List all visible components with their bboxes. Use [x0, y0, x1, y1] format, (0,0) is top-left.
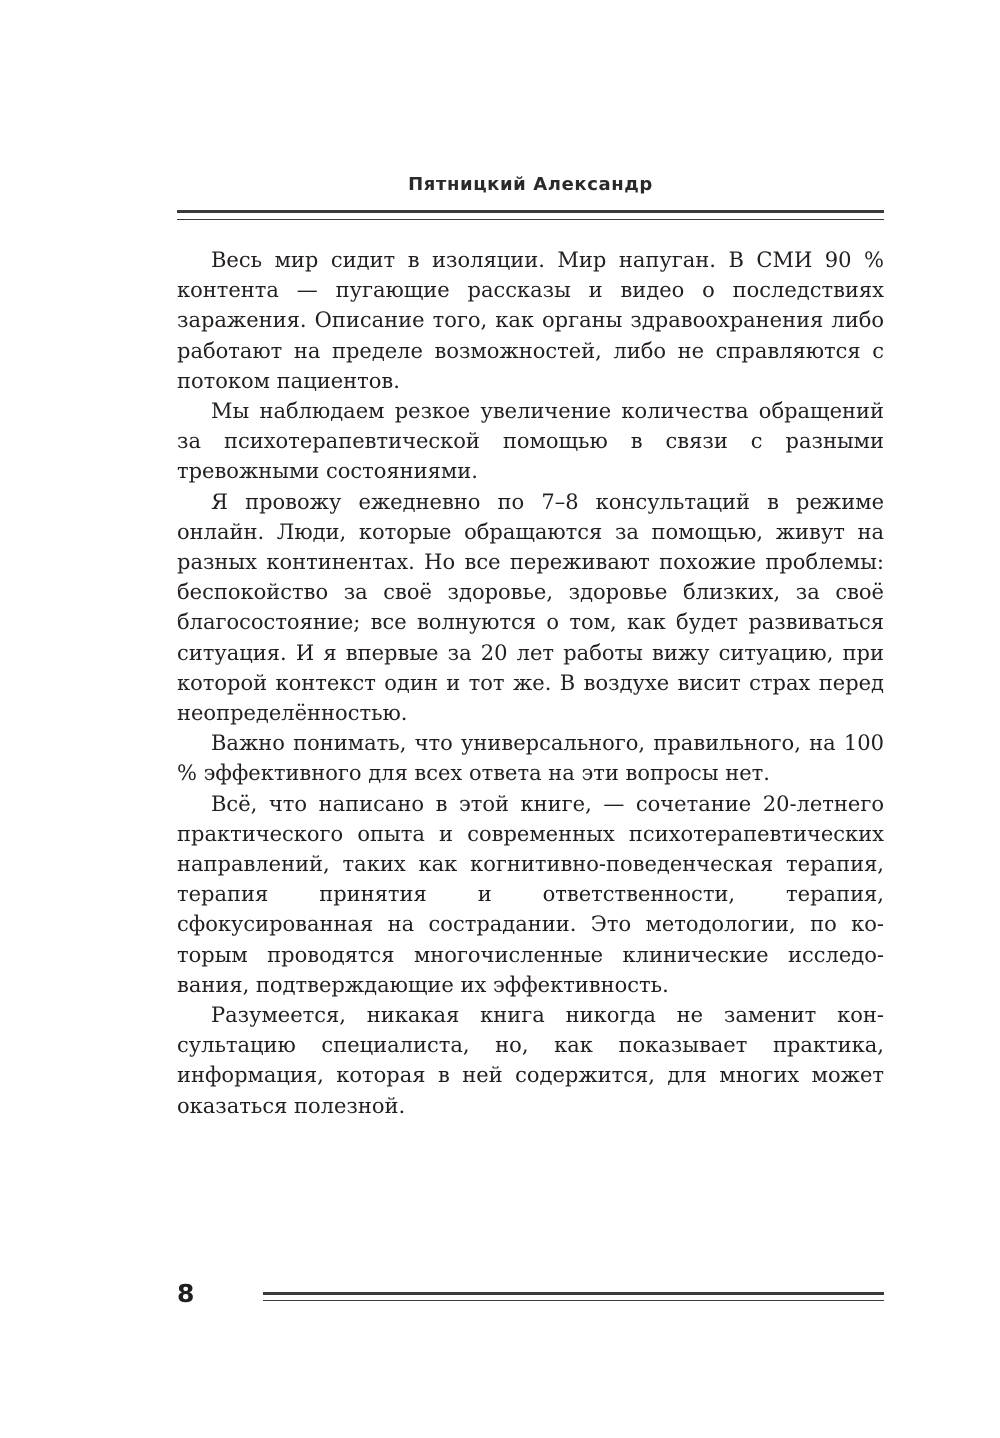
footer-double-rule	[263, 1292, 884, 1301]
running-head-author: Пятницкий Александр	[408, 174, 653, 195]
header-double-rule	[177, 210, 884, 220]
page-number: 8	[177, 1279, 195, 1308]
paragraph-5: Всё, что написано в этой книге, — сочетание 20-летнего практического опыта и современных психотерапевтических направлений, таких как когнитивно-поведенческая терапия, терапия принятия и ответственности, терапия, сфокусированная на сострадании. Это методологии, по которым проводятся многочисленные клинические исследования, подтверждающие их эффективность.	[177, 791, 884, 997]
paragraph-6: Разумеется, никакая книга никогда не заменит консультацию специалиста, но, как показывает практика, информация, которая в ней содержится, для многих может оказаться полезной.	[177, 1003, 884, 1118]
paragraph-2: Мы наблюдаем резкое увеличение количества обращений за психотерапевтической помощью в связи с разными тревожными состояниями.	[177, 399, 884, 484]
paragraph-4: Важно понимать, что универсального, правильного, на 100 % эффективного для всех ответа на эти вопросы нет.	[177, 731, 884, 786]
paragraph-3: Я провожу ежедневно по 7–8 консультаций в режиме онлайн. Люди, которые обращаются за помощью, живут на разных континентах. Но все переживают похожие проблемы: беспокойство за своё здоровье, здоровье близких, за своё благосостояние; все волнуются о том, как будет развиваться ситуация. И я впервые за 20 лет работы вижу ситуацию, при которой контекст один и тот же. В воздухе висит страх перед неопределённостью.	[177, 489, 884, 726]
body-text	[177, 245, 884, 1121]
paragraph-1: Весь мир сидит в изоляции. Мир напуган. В СМИ 90 % контента — пугающие рассказы и видео о последствиях заражения. Описание того, как органы здравоохранения либо работают на пределе возможностей, либо не справляются с потоком пациентов.	[177, 248, 884, 393]
